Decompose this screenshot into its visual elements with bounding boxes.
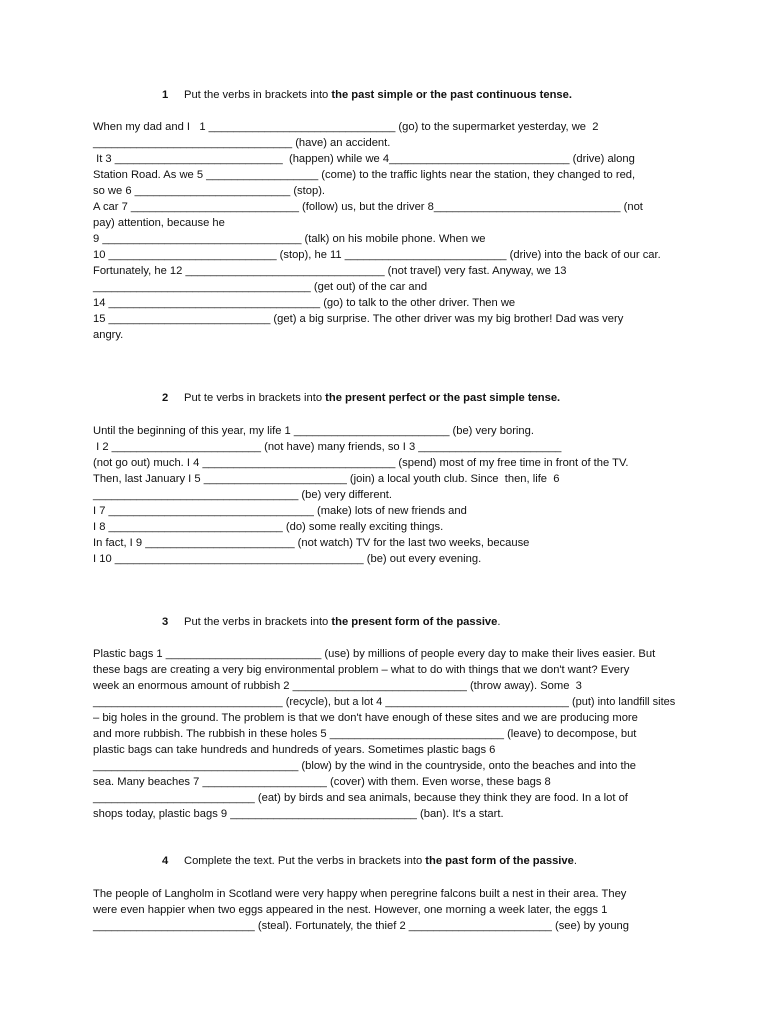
section-3-heading: [162, 614, 501, 630]
section-instruction-end: .: [573, 855, 577, 867]
text-line: Then, last January I 5 _______________________ (join) a local youth club. Since then, life 6: [93, 473, 560, 485]
text-line: – big holes in the ground. The problem is that we don't have enough of these sites and we are producing more: [93, 712, 638, 724]
section-3-text: [93, 646, 678, 822]
section-2-heading: [162, 390, 560, 406]
text-line: 14 __________________________________ (go) to talk to the other driver. Then we: [93, 297, 516, 309]
text-line: these bags are creating a very big environmental problem – what to do with things that we don't want? Every: [93, 664, 630, 676]
text-line: Plastic bags 1 _________________________ (use) by millions of people every day to make their lives easier. But: [93, 648, 656, 660]
text-line: ________________________________ (have) an accident.: [93, 137, 391, 149]
section-4-heading: [162, 853, 577, 869]
text-line: so we 6 _________________________ (stop).: [93, 185, 326, 197]
section-instruction: Put te verbs in brackets into: [184, 392, 326, 404]
text-line: In fact, I 9 ________________________ (not watch) TV for the last two weeks, because: [93, 537, 530, 549]
text-line: _________________________________ (blow) by the wind in the countryside, onto the beaches and into the: [93, 760, 637, 772]
section-1-heading: [162, 87, 572, 103]
section-instruction: Complete the text. Put the verbs in brackets into: [184, 855, 426, 867]
section-1-text: [93, 119, 678, 343]
text-line: _______________________________ (recycle), but a lot 4 ______________________________ (put) into landfill sites: [93, 696, 676, 708]
section-instruction-end: .: [497, 616, 501, 628]
text-line: angry.: [93, 329, 124, 341]
text-line: were even happier when two eggs appeared in the nest. However, one morning a week later, the eggs 1: [93, 904, 608, 916]
text-line: _________________________________ (be) very different.: [93, 489, 393, 501]
section-instruction-bold: the present form of the passive: [331, 616, 498, 628]
text-line: 15 __________________________ (get) a big surprise. The other driver was my big brother! Dad was very: [93, 313, 624, 325]
text-line: shops today, plastic bags 9 ______________________________ (ban). It's a start.: [93, 808, 504, 820]
section-instruction-bold: the past form of the passive: [425, 855, 574, 867]
text-line: __________________________ (eat) by birds and sea animals, because they think they are food. In a lot of: [93, 792, 628, 804]
section-instruction-bold: the present perfect or the past simple tense.: [325, 392, 561, 404]
text-line: week an enormous amount of rubbish 2 ____________________________ (throw away). Some 3: [93, 680, 582, 692]
section-4-text: [93, 886, 678, 934]
text-line: Station Road. As we 5 __________________ (come) to the traffic lights near the station, they changed to red,: [93, 169, 636, 181]
text-line: A car 7 ___________________________ (follow) us, but the driver 8______________________________ (not: [93, 201, 643, 213]
text-line: I 8 ____________________________ (do) some really exciting things.: [93, 521, 444, 533]
text-line: Until the beginning of this year, my life 1 _________________________ (be) very boring.: [93, 425, 534, 437]
text-line: __________________________ (steal). Fortunately, the thief 2 _______________________ (see) by young: [93, 920, 629, 932]
text-line: plastic bags can take hundreds and hundreds of years. Sometimes plastic bags 6: [93, 744, 496, 756]
section-2-text: [93, 423, 678, 567]
text-line: I 10 ________________________________________ (be) out every evening.: [93, 553, 482, 565]
section-number: 3: [162, 616, 169, 628]
text-line: 10 ___________________________ (stop), he 11 __________________________ (drive) into the back of our car.: [93, 249, 661, 261]
text-line: It 3 ___________________________ (happen) while we 4_____________________________ (drive) along: [93, 153, 635, 165]
text-line: I 2 ________________________ (not have) many friends, so I 3 _______________________: [93, 441, 562, 453]
text-line: I 7 _________________________________ (make) lots of new friends and: [93, 505, 467, 517]
text-line: The people of Langholm in Scotland were very happy when peregrine falcons built a nest in their area. They: [93, 888, 627, 900]
text-line: Fortunately, he 12 ________________________________ (not travel) very fast. Anyway, we 13: [93, 265, 567, 277]
text-line: (not go out) much. I 4 _______________________________ (spend) most of my free time in front of the TV.: [93, 457, 629, 469]
section-number: 4: [162, 855, 169, 867]
text-line: pay) attention, because he: [93, 217, 225, 229]
text-line: and more rubbish. The rubbish in these holes 5 ____________________________ (leave) to decompose, but: [93, 728, 637, 740]
section-number: 1: [162, 89, 169, 101]
section-instruction: Put the verbs in brackets into: [184, 89, 332, 101]
section-instruction: Put the verbs in brackets into: [184, 616, 332, 628]
text-line: sea. Many beaches 7 ____________________ (cover) with them. Even worse, these bags 8: [93, 776, 551, 788]
section-instruction-bold: the past simple or the past continuous tense.: [331, 89, 572, 101]
text-line: ___________________________________ (get out) of the car and: [93, 281, 428, 293]
text-line: 9 ________________________________ (talk) on his mobile phone. When we: [93, 233, 486, 245]
text-line: When my dad and I 1 ______________________________ (go) to the supermarket yesterday, we 2: [93, 121, 599, 133]
section-number: 2: [162, 392, 169, 404]
